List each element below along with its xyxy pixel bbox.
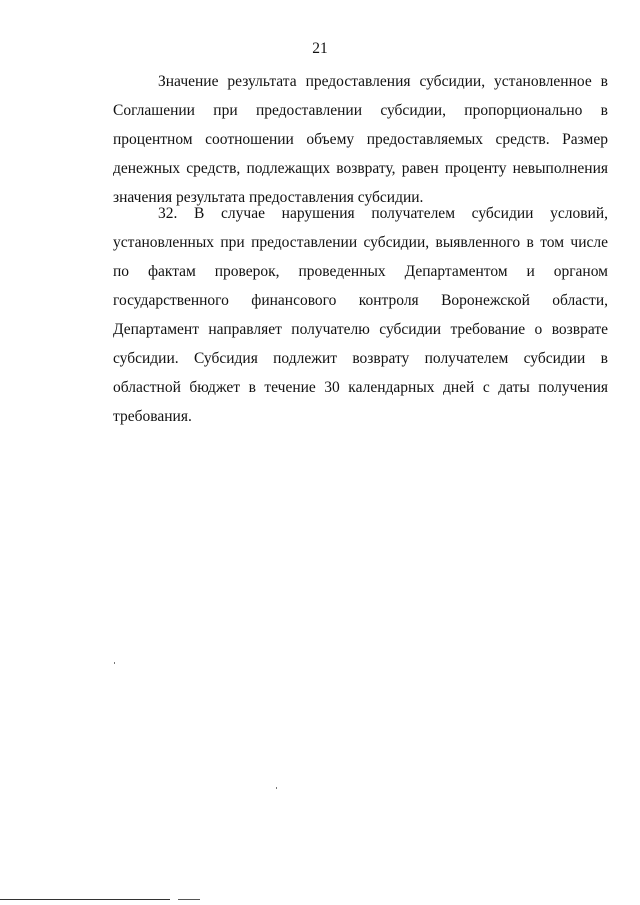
scan-speck	[276, 787, 277, 789]
scan-speck	[114, 662, 115, 664]
footer-rule	[0, 899, 170, 900]
page-number: 21	[312, 40, 328, 57]
paragraph-result-value: Значение результата предоставления субсидии, установленное в Соглашении при предоставлении субсидии, пропорционально в процентном соотношении объему предоставляемых средств. Размер денежных средств, подлежащих возврату, равен проценту невыполнения значения результата предоставления субсидии.	[113, 73, 608, 206]
paragraph-32-subsidy-return: 32. В случае нарушения получателем субсидии условий, установленных при предоставлении субсидии, выявленного в том числе по фактам проверок, проведенных Департаментом и органом государственного финансового контроля Воронежской области, Департамент направляет получателю субсидии требование о возврате субсидии. Субсидия подлежит возврату получателем субсидии в областной бюджет в течение 30 календарных дней с даты получения требования.	[113, 205, 608, 425]
footer-rule-fragment	[178, 899, 200, 900]
